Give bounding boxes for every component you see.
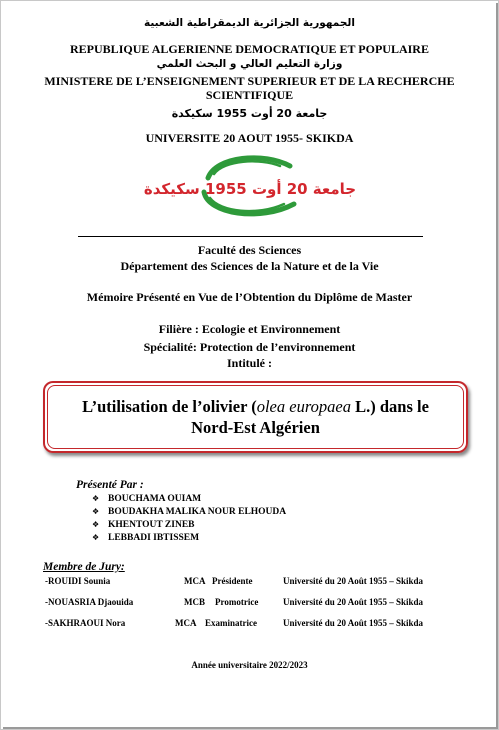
thesis-title-box [43, 381, 468, 453]
bullet-icon: ❖ [92, 494, 100, 503]
student-item [92, 494, 201, 504]
thesis-title-line-1: L’utilisation de l’olivier (olea europaea L.) dans le [82, 397, 429, 416]
divider [78, 236, 423, 237]
bullet-icon: ❖ [92, 520, 100, 529]
academic-year: Année universitaire 2022/2023 [191, 660, 308, 670]
jury-grade: MCB [184, 597, 205, 607]
specialite: Spécialité: Protection de l’environnement [143, 340, 356, 354]
arabic-republic: الجمهورية الجزائرية الديمقراطية الشعبية [144, 17, 355, 29]
jury-affiliation: Université du 20 Août 1955 – Skikda [283, 618, 424, 628]
species-name: olea europaea [256, 397, 351, 416]
arabic-university: جامعة 20 أوت 1955 سكيكدة [171, 107, 328, 120]
student-name: BOUDAKHA MALIKA NOUR ELHOUDA [108, 507, 287, 517]
faculty: Faculté des Sciences [197, 243, 302, 257]
jury-role: Promotrice [215, 597, 259, 607]
department: Département des Sciences de la Nature et de la Vie [120, 259, 379, 273]
ministry-line-1: MINISTERE DE L’ENSEIGNEMENT SUPERIEUR ET DE LA RECHERCHE [44, 74, 455, 88]
bullet-icon: ❖ [92, 507, 100, 516]
jury-member-row [43, 576, 483, 590]
jury-label: Membre de Jury: [43, 561, 125, 573]
arabic-ministry: وزارة التعليم العالي و البحث العلمي [156, 58, 343, 70]
student-name: LEBBADI IBTISSEM [108, 533, 200, 543]
jury-name: -SAKHRAOUI Nora [45, 618, 126, 628]
thesis-title-line-2: Nord-Est Algérien [191, 418, 320, 437]
jury-role: Examinatrice [205, 618, 257, 628]
republic-title: REPUBLIQUE ALGERIENNE DEMOCRATIQUE ET POPULAIRE [70, 42, 429, 56]
emblem-text: جامعة 20 أوت 1955 سكيكدة [143, 180, 357, 198]
university-name: UNIVERSITE 20 AOUT 1955- SKIKDA [145, 131, 354, 145]
jury-member-row [43, 597, 483, 611]
bullet-icon: ❖ [92, 533, 100, 542]
student-name: KHENTOUT ZINEB [108, 520, 195, 530]
jury-name: -ROUIDI Sounia [45, 576, 111, 586]
university-emblem-icon [143, 152, 357, 222]
jury-grade: MCA [175, 618, 197, 628]
jury-grade: MCA [184, 576, 206, 586]
jury-affiliation: Université du 20 Août 1955 – Skikda [283, 576, 424, 586]
jury-affiliation: Université du 20 Août 1955 – Skikda [283, 597, 424, 607]
presented-by-label: Présenté Par : [76, 479, 144, 491]
memoire-subtitle: Mémoire Présenté en Vue de l’Obtention du Diplôme de Master [86, 290, 413, 304]
intitule-label: Intitulé : [227, 356, 272, 370]
filiere: Filière : Ecologie et Environnement [158, 322, 341, 336]
ministry-line-2: SCIENTIFIQUE [205, 88, 294, 102]
jury-role: Présidente [212, 576, 253, 586]
student-item [92, 507, 286, 517]
jury-name: -NOUASRIA Djaouida [45, 597, 134, 607]
student-item [92, 520, 195, 530]
student-item [92, 533, 199, 543]
jury-member-row [43, 618, 483, 632]
student-name: BOUCHAMA OUIAM [108, 494, 202, 504]
